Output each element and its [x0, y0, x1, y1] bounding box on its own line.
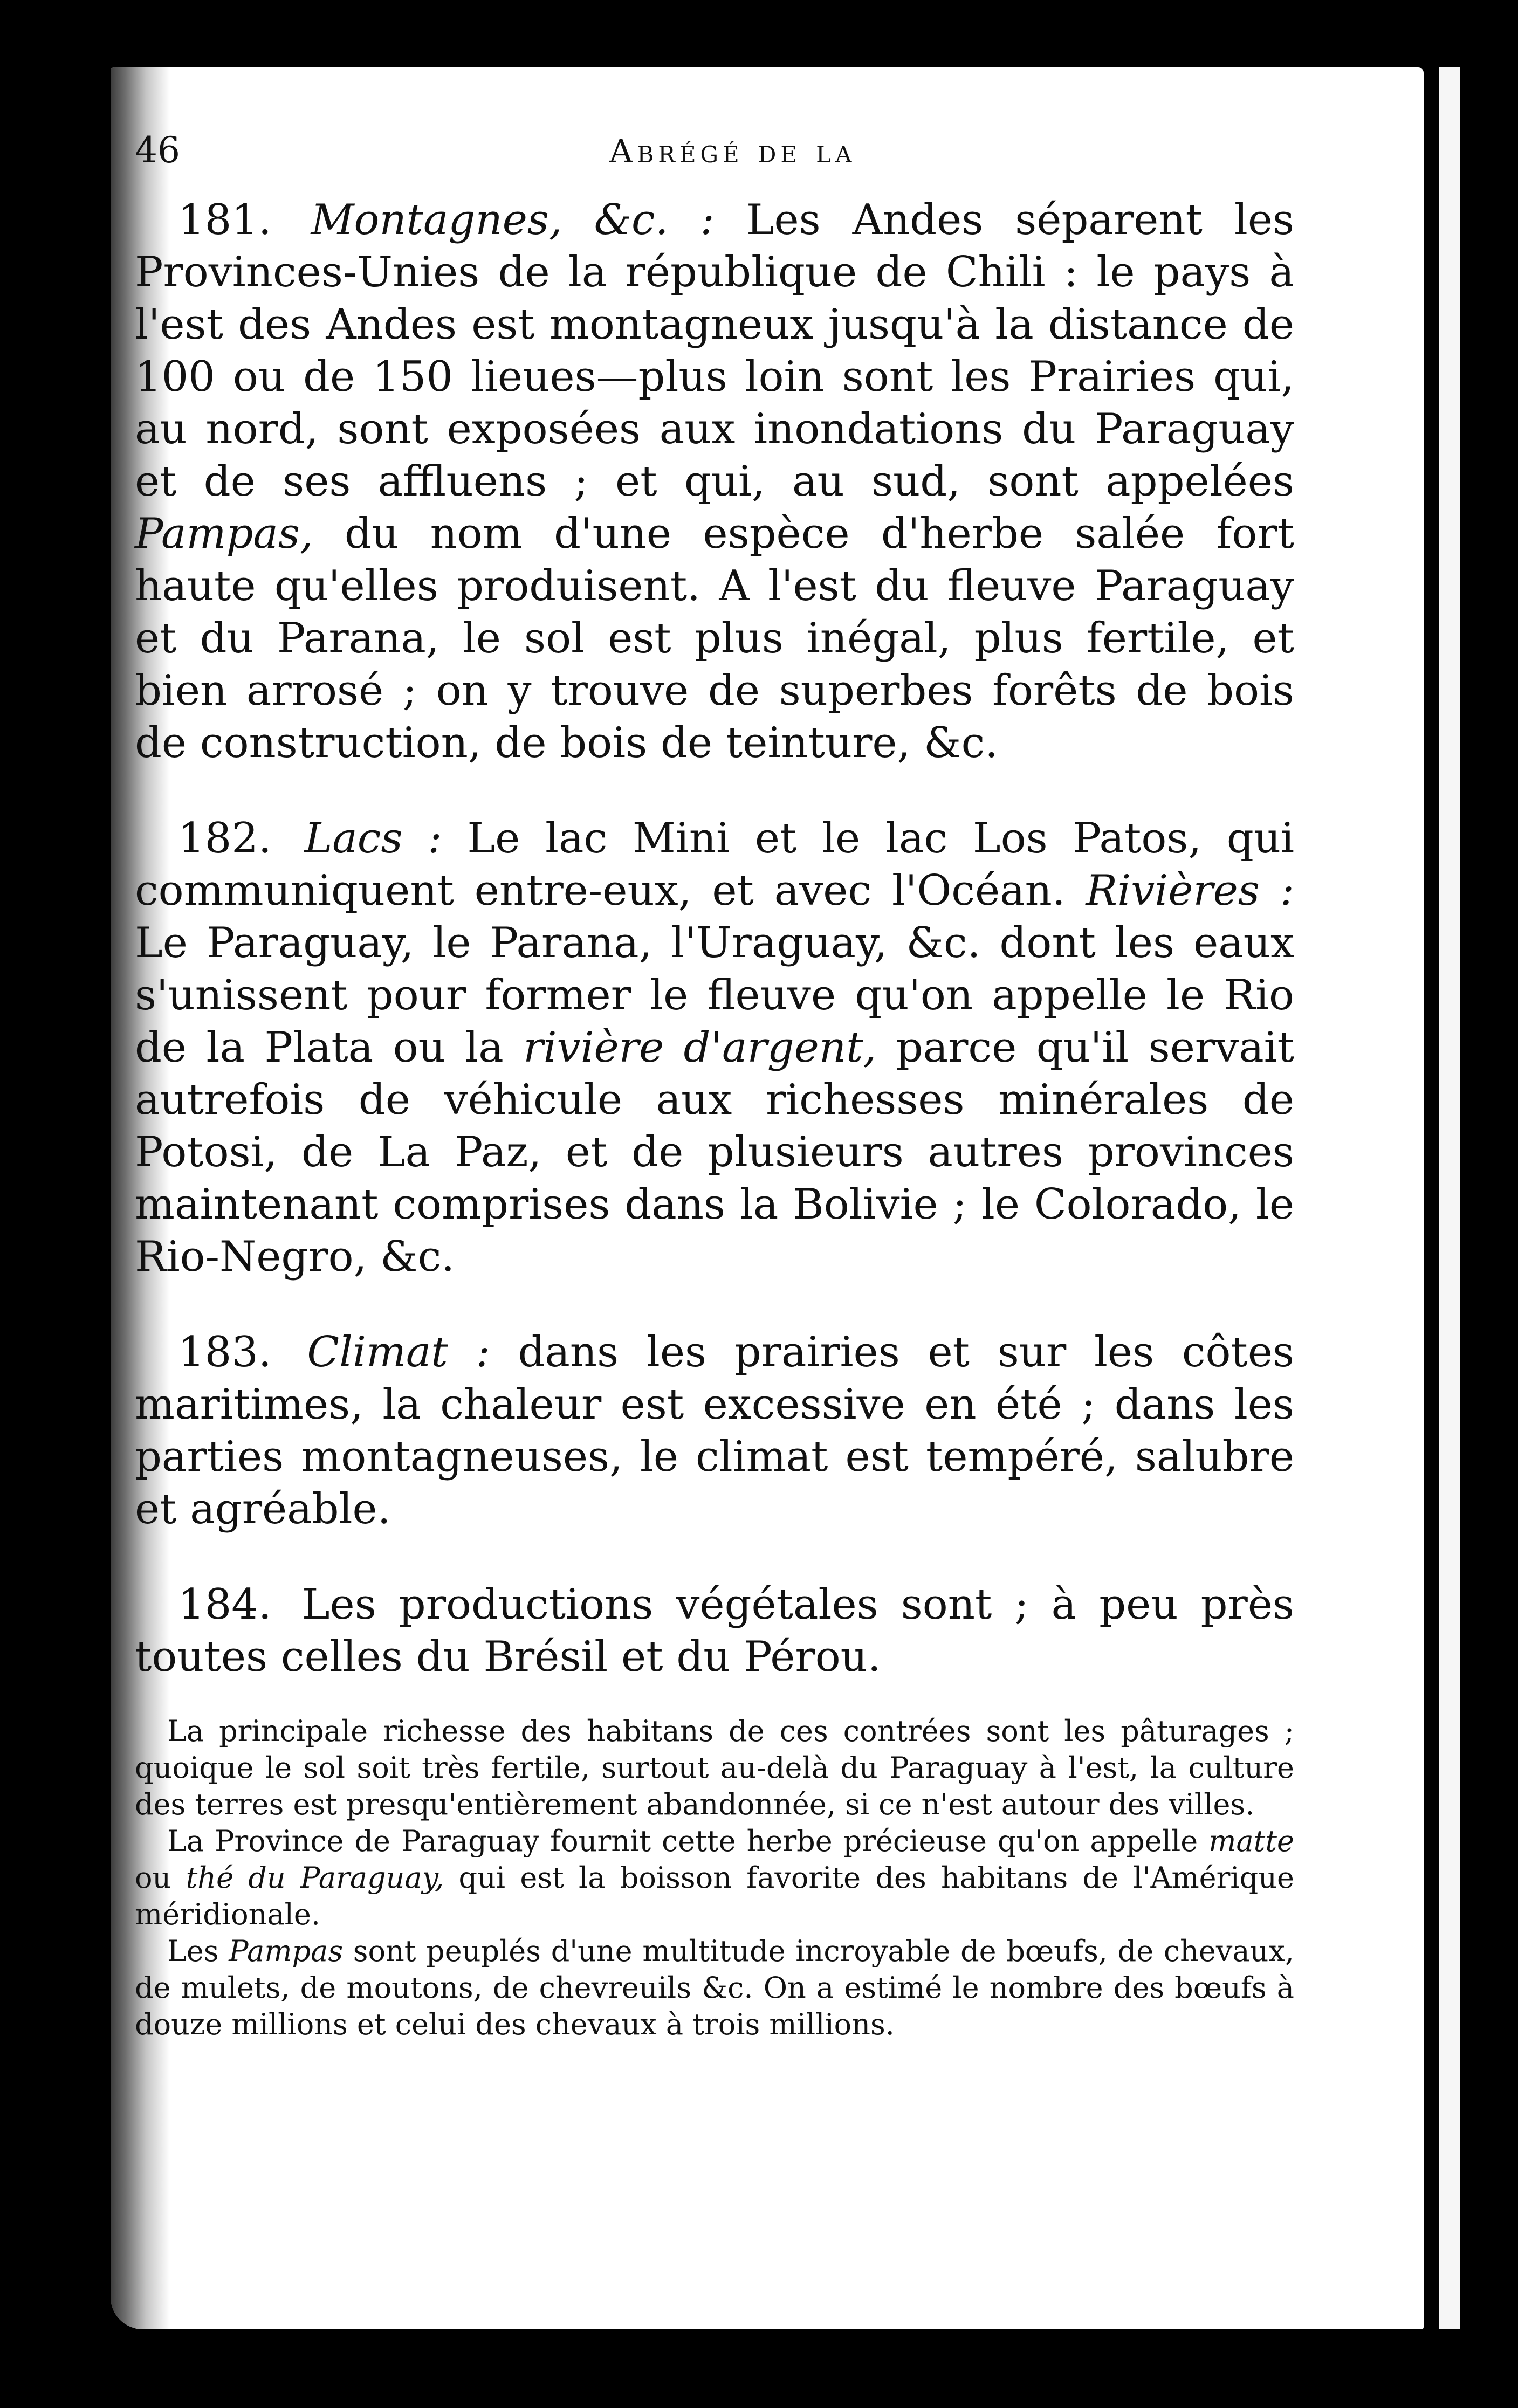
spacer	[135, 769, 1294, 813]
spacer	[135, 1536, 1294, 1579]
paragraph-label: Climat :	[307, 1328, 490, 1377]
note-text: sont peuplés d'une multitude incroyable de bœufs, de chevaux, de mulets, de moutons, de chevreuils &c. On a estimé le nombre des bœufs à douze millions et celui des chevaux à trois millions.	[135, 1934, 1294, 2041]
paragraph-183	[135, 1326, 1294, 1536]
note-text: La principale richesse des habitans de ces contrées sont les pâturages ; quoique le sol soit très fertile, surtout au-delà du Paraguay à l'est, la culture des terres est presqu'entièrement abandonnée, si ce n'est autour des villes.	[135, 1714, 1294, 1821]
note-3	[135, 1933, 1294, 2043]
paragraph-italic: rivière d'argent,	[523, 1023, 877, 1072]
paragraph-184	[135, 1579, 1294, 1683]
adjacent-page-edge	[1439, 67, 1460, 2329]
page-content	[135, 129, 1294, 2043]
paragraph-182	[135, 813, 1294, 1283]
paragraph-number: 181.	[178, 196, 272, 244]
note-italic: Pampas	[229, 1934, 344, 1968]
paragraph-number: 182.	[178, 814, 272, 863]
note-italic: matte	[1208, 1824, 1294, 1858]
paragraph-italic: Pampas,	[135, 510, 313, 558]
paragraph-label: Montagnes, &c. :	[311, 196, 715, 244]
paragraph-text: Le Paraguay, le Parana, l'Uraguay, &c. dont les eaux s'unissent pour former le fleuve qu'on appelle le Rio de la Plata ou la	[135, 919, 1294, 1072]
running-head	[135, 129, 1294, 194]
note-italic: thé du Paraguay,	[186, 1861, 444, 1895]
paragraph-text: parce qu'il servait autrefois de véhicule aux richesses minérales de Potosi, de La Paz, et de plusieurs autres provinces maintenant comprises dans la Bolivie ; le Colorado, le Rio-Negro, &c.	[135, 1023, 1295, 1281]
note-2	[135, 1823, 1294, 1933]
spacer	[135, 1283, 1294, 1326]
paragraph-italic: Rivières :	[1086, 866, 1294, 915]
paragraph-text: du nom d'une espèce d'herbe salée fort haute qu'elles produisent. A l'est du fleuve Paraguay et du Parana, le sol est plus inégal, plus fertile, et bien arrosé ; on y trouve de superbes forêts de bois de construction, de bois de teinture, &c.	[135, 510, 1294, 767]
paragraph-181	[135, 194, 1294, 769]
paragraph-text: Les productions végétales sont ; à peu près toutes celles du Brésil et du Pérou.	[135, 1580, 1295, 1681]
paragraph-text: Le lac Mini et le lac Los Patos, qui communiquent entre-eux, et avec l'Océan.	[135, 814, 1295, 915]
paragraph-text: dans les prairies et sur les côtes maritimes, la chaleur est excessive en été ; dans les parties montagneuses, le climat est tempéré, salubre et agréable.	[135, 1328, 1295, 1533]
note-text: qui est la boisson favorite des habitans de l'Amérique méridionale.	[135, 1861, 1294, 1931]
note-text: Les	[167, 1934, 229, 1968]
note-text: La Province de Paraguay fournit cette herbe précieuse qu'on appelle	[167, 1824, 1209, 1858]
page-number: 46	[135, 129, 180, 171]
note-text: ou	[135, 1861, 186, 1895]
note-1	[135, 1713, 1294, 1823]
paragraph-label: Lacs :	[304, 814, 442, 863]
paragraph-text: Les Andes séparent les Provinces-Unies de la république de Chili : le pays à l'est des Andes est montagneux jusqu'à la distance de 100 ou de 150 lieues—plus loin sont les Prairies qui, au nord, sont exposées aux inondations du Paraguay et de ses affluens ; et qui, au sud, sont appelées	[135, 196, 1295, 506]
running-title: Abrégé de la	[609, 133, 856, 170]
paragraph-number: 183.	[178, 1328, 272, 1377]
paragraph-number: 184.	[178, 1580, 272, 1629]
spacer	[135, 1683, 1294, 1713]
